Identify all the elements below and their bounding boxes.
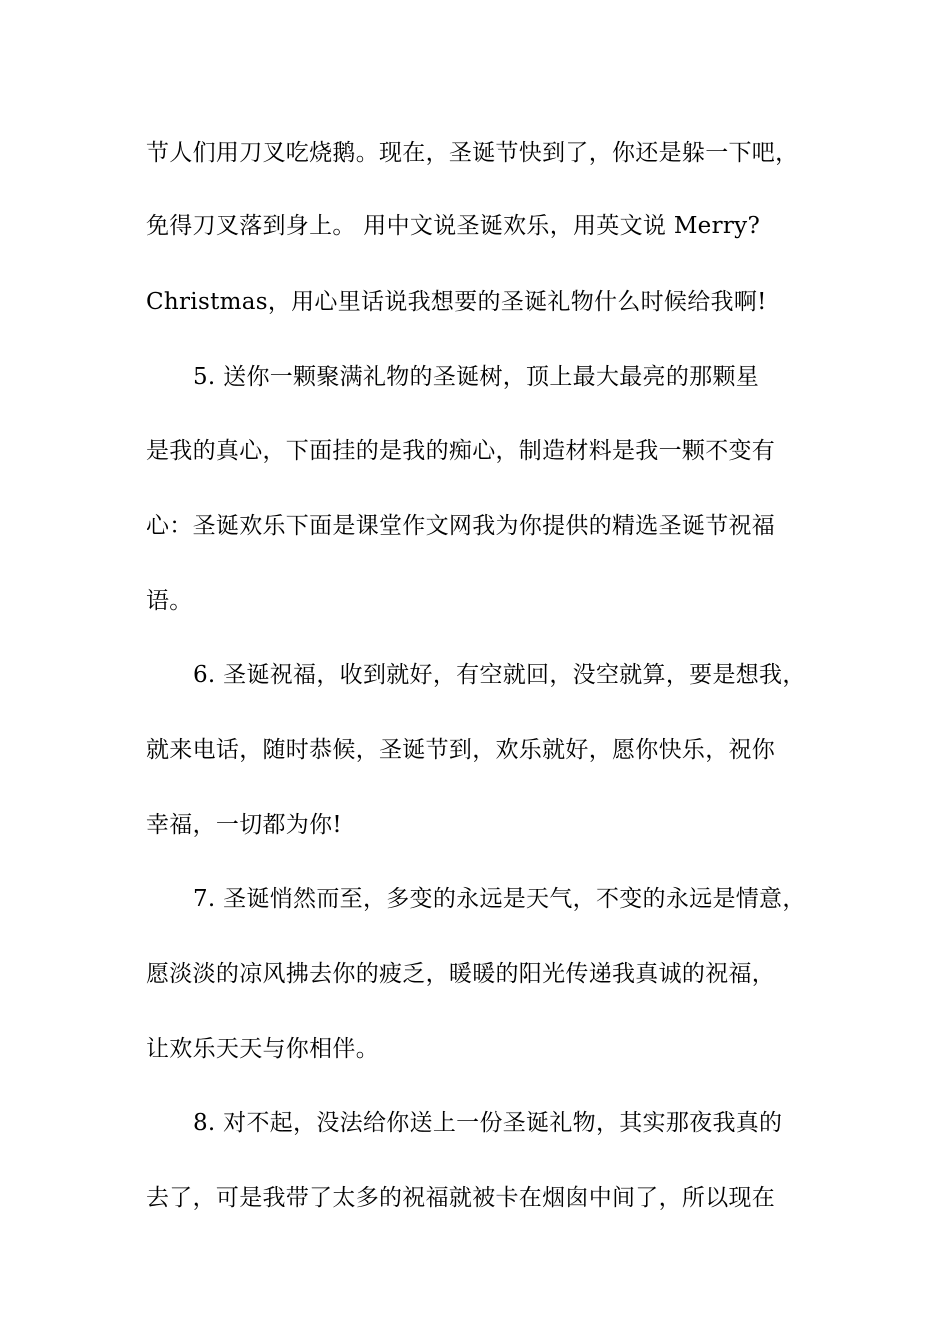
- list-item-6-first-line: 6. 圣诞祝福，收到就好，有空就回，没空就算，要是想我，: [193, 662, 806, 688]
- list-item-5-first-line: 5. 送你一颗聚满礼物的圣诞树，顶上最大最亮的那颗星: [193, 364, 760, 390]
- list-item-8-first-line: 8. 对不起，没法给你送上一份圣诞礼物，其实那夜我真的: [193, 1110, 783, 1136]
- list-item-7-first-line: 7. 圣诞悄然而至，多变的永远是天气，不变的永远是情意，: [193, 886, 806, 912]
- text-line: 节人们用刀叉吃烧鹅。现在，圣诞节快到了，你还是躲一下吧，: [146, 140, 799, 166]
- text-line: 让欢乐天天与你相伴。: [146, 1036, 379, 1062]
- text-line: 是我的真心，下面挂的是我的痴心，制造材料是我一颗不变有: [146, 438, 776, 464]
- text-line: 语。: [146, 588, 193, 614]
- text-line: 心：圣诞欢乐下面是课堂作文网我为你提供的精选圣诞节祝福: [146, 513, 776, 539]
- text-line: 去了，可是我带了太多的祝福就被卡在烟囱中间了，所以现在: [146, 1185, 776, 1211]
- text-line: 就来电话，随时恭候，圣诞节到，欢乐就好，愿你快乐，祝你: [146, 737, 776, 763]
- text-line: Christmas，用心里话说我想要的圣诞礼物什么时候给我啊!: [146, 289, 767, 315]
- text-line: 免得刀叉落到身上。 用中文说圣诞欢乐，用英文说 Merry?: [146, 213, 761, 239]
- text-line: 愿淡淡的凉风拂去你的疲乏，暖暖的阳光传递我真诚的祝福，: [146, 961, 776, 987]
- text-line: 幸福，一切都为你!: [146, 812, 342, 838]
